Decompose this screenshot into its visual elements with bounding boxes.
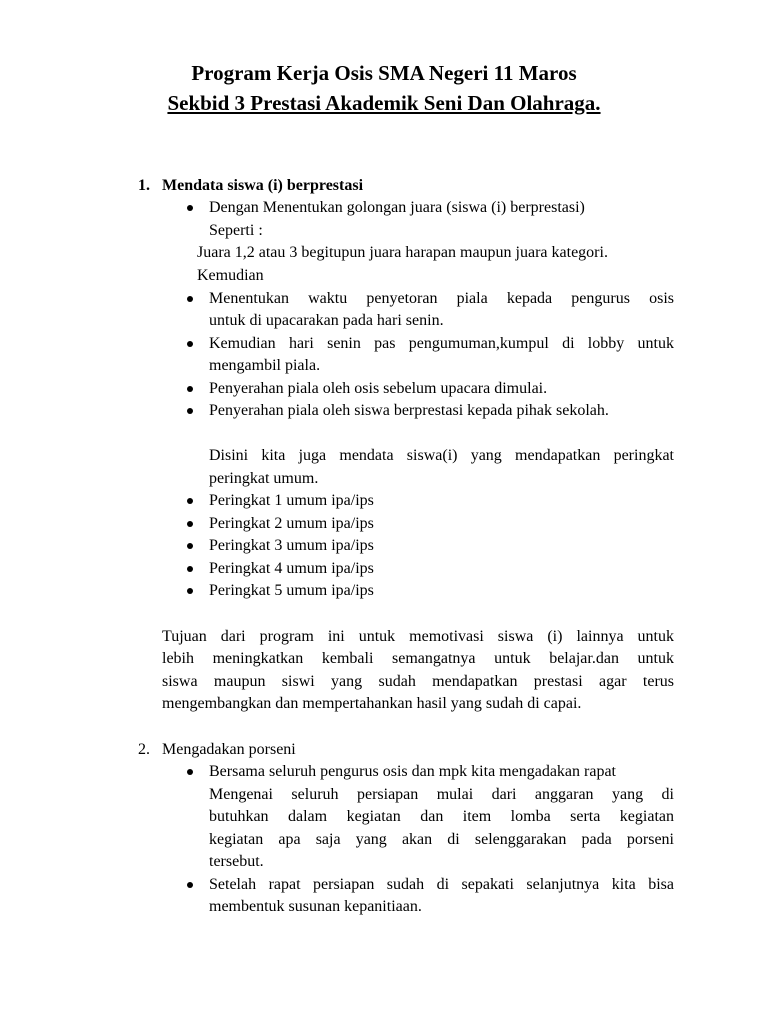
list-item: Bersama seluruh pengurus osis dan mpk kita mengadakan rapat: [209, 763, 616, 780]
paragraph-text: Tujuan dari program ini untuk memotivasi siswa (i) lainnya untuk: [162, 628, 674, 645]
note-text: Juara 1,2 atau 3 begitupun juara harapan maupun juara kategori.: [197, 244, 608, 261]
list-item: Menentukan waktu penyetoran piala kepada pengurus osis: [209, 290, 674, 307]
bullet-icon: [187, 386, 193, 392]
list-item-continuation: membentuk susunan kepanitiaan.: [209, 898, 422, 915]
section-2-number: 2.: [138, 741, 150, 758]
list-item-continuation: untuk di upacarakan pada hari senin.: [209, 312, 444, 329]
list-item: Setelah rapat persiapan sudah di sepakati selanjutnya kita bisa: [209, 876, 674, 893]
bullet-icon: [187, 341, 193, 347]
section-1-heading: Mendata siswa (i) berprestasi: [162, 177, 364, 194]
bullet-icon: [187, 296, 193, 302]
list-item-continuation: mengambil piala.: [209, 357, 321, 374]
list-item: Peringkat 3 umum ipa/ips: [209, 537, 374, 554]
bullet-icon: [187, 205, 193, 211]
list-item-continuation: kegiatan apa saja yang akan di selenggarakan pada porseni: [209, 831, 674, 848]
note-text: Kemudian: [197, 267, 264, 284]
bullet-icon: [187, 882, 193, 888]
list-item: Peringkat 1 umum ipa/ips: [209, 492, 374, 509]
bullet-icon: [187, 543, 193, 549]
paragraph-text: peringkat umum.: [209, 470, 319, 487]
section-2-heading: Mengadakan porseni: [162, 741, 296, 758]
bullet-icon: [187, 588, 193, 594]
list-item: Peringkat 2 umum ipa/ips: [209, 515, 374, 532]
bullet-icon: [187, 498, 193, 504]
list-item: Peringkat 4 umum ipa/ips: [209, 560, 374, 577]
paragraph-text: Disini kita juga mendata siswa(i) yang mendapatkan peringkat: [209, 447, 674, 464]
list-item: Peringkat 5 umum ipa/ips: [209, 582, 374, 599]
paragraph-text: mengembangkan dan mempertahankan hasil yang sudah di capai.: [162, 695, 582, 712]
paragraph-text: siswa maupun siswi yang sudah mendapatkan prestasi agar terus: [162, 673, 674, 690]
list-item-continuation: butuhkan dalam kegiatan dan item lomba serta kegiatan: [209, 808, 674, 825]
bullet-icon: [187, 769, 193, 775]
list-item: Penyerahan piala oleh siswa berprestasi kepada pihak sekolah.: [209, 402, 609, 419]
list-item-continuation: Mengenai seluruh persiapan mulai dari anggaran yang di: [209, 786, 674, 803]
bullet-icon: [187, 408, 193, 414]
list-item: Penyerahan piala oleh osis sebelum upacara dimulai.: [209, 380, 548, 397]
list-item: Kemudian hari senin pas pengumuman,kumpul di lobby untuk: [209, 335, 674, 352]
bullet-icon: [187, 521, 193, 527]
list-item: Dengan Menentukan golongan juara (siswa (i) berprestasi): [209, 199, 585, 216]
bullet-icon: [187, 566, 193, 572]
section-1-number: 1.: [138, 177, 150, 194]
list-item-continuation: Seperti :: [209, 222, 263, 239]
document-title: Program Kerja Osis SMA Negeri 11 Maros: [191, 61, 577, 85]
paragraph-text: lebih meningkatkan kembali semangatnya untuk belajar.dan untuk: [162, 650, 674, 667]
list-item-continuation: tersebut.: [209, 853, 264, 870]
document-subtitle: Sekbid 3 Prestasi Akademik Seni Dan Olahraga.: [167, 91, 601, 115]
